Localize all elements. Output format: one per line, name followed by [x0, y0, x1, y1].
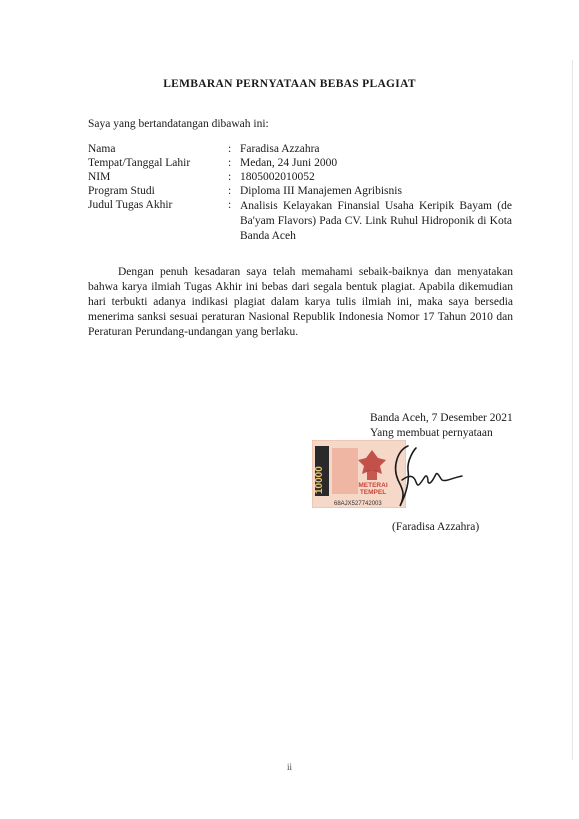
statement-paragraph: Dengan penuh kesadaran saya telah memahami sebaik-baiknya dan menyatakan bahwa karya ilmiah Tugas Akhir ini bebas dari segala bentuk plagiat. Apabila dikemudian hari terbukti adanya indikasi plagiat dalam karya tulis ilmiah ini, maka saya bersedia menerima sanksi sesuai peraturan Nasional Republik Indonesia Nomor 17 Tahun 2010 dan Peraturan Perundang-undangan yang berlaku. [88, 266, 513, 338]
field-label-ttl: Tempat/Tanggal Lahir [88, 157, 191, 169]
stamp-line2: TEMPEL [359, 489, 387, 496]
field-colon: : [228, 185, 232, 197]
field-value-nama: Faradisa Azzahra [240, 143, 320, 155]
field-label-nama: Nama [88, 143, 116, 155]
field-colon: : [228, 199, 232, 211]
field-value-prodi: Diploma III Manajemen Agribisnis [240, 185, 402, 197]
field-colon: : [228, 157, 232, 169]
field-label-prodi: Program Studi [88, 185, 155, 197]
field-value-nim: 1805002010052 [240, 171, 315, 183]
field-label-judul: Judul Tugas Akhir [88, 199, 173, 211]
page-number: ii [286, 762, 292, 772]
field-colon: : [228, 143, 232, 155]
signature [380, 440, 470, 512]
intro-text: Saya yang bertandatangan dibawah ini: [88, 118, 269, 130]
maker-label: Yang membuat pernyataan [370, 427, 493, 439]
place-date: Banda Aceh, 7 Desember 2021 [370, 412, 513, 424]
stamp-line1: METERAI [358, 482, 388, 489]
field-label-nim: NIM [88, 171, 111, 183]
field-colon: : [228, 171, 232, 183]
signer-name: (Faradisa Azzahra) [392, 521, 480, 533]
stamp-value: 10000 [314, 466, 325, 494]
field-value-ttl: Medan, 24 Juni 2000 [240, 157, 338, 169]
field-value-judul: Analisis Kelayakan Finansial Usaha Keripik Bayam (de Ba'yam Flavors) Pada CV. Link Ruhul Hidroponik di Kota Banda Aceh [240, 200, 512, 242]
signature-scribble-icon [380, 440, 470, 512]
document-title: LEMBARAN PERNYATAAN BEBAS PLAGIAT [163, 78, 416, 90]
page-edge-shadow [572, 60, 573, 760]
stamp-serial: 68AJX527742003 [334, 501, 382, 507]
